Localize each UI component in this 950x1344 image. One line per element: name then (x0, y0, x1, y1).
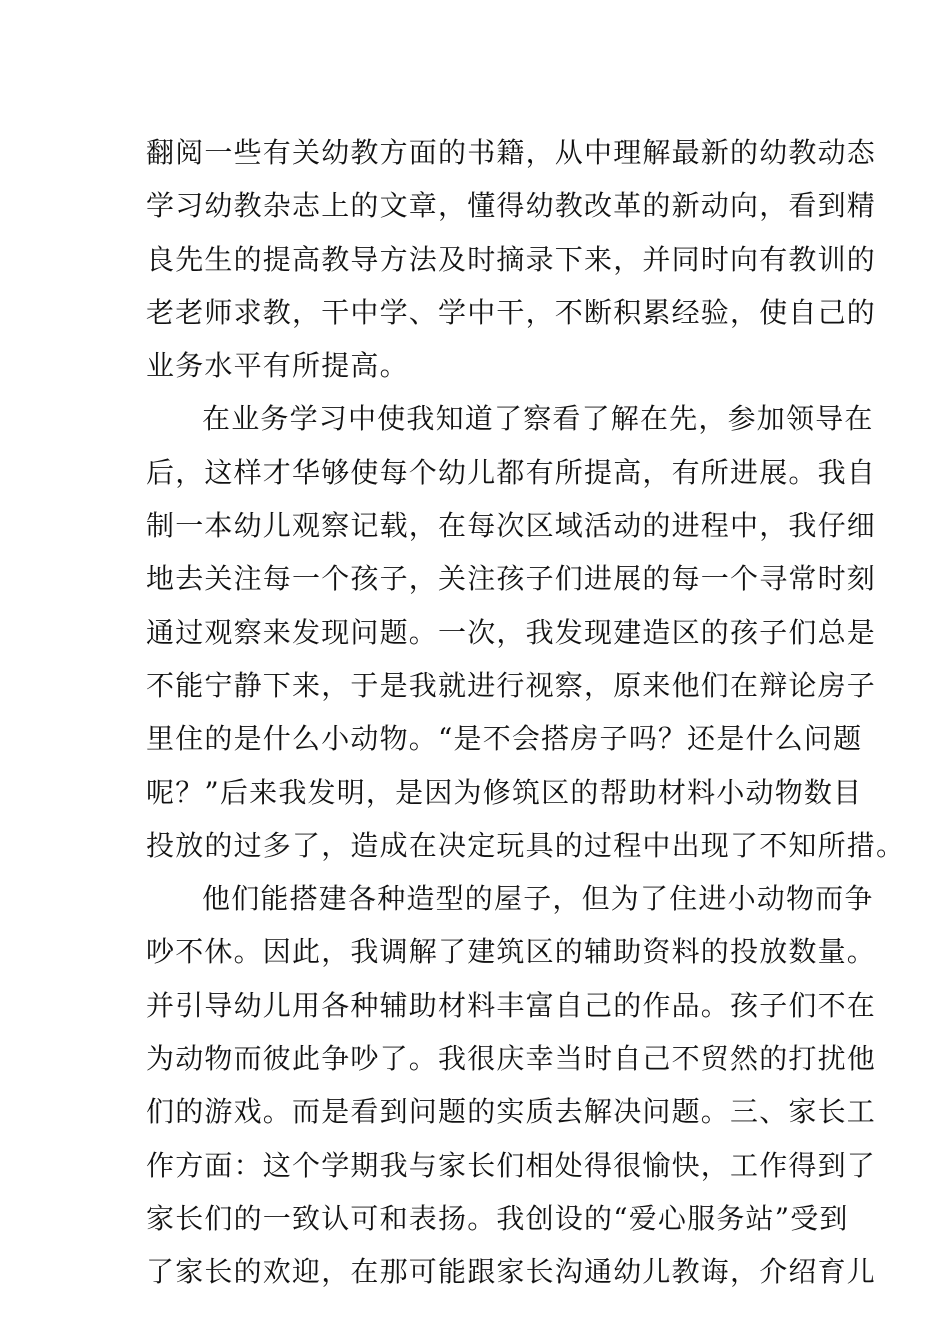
text-line: 并引导幼儿用各种辅助材料丰富自己的作品。孩子们不在 (146, 988, 877, 1022)
text-line: 地去关注每一个孩子，关注孩子们进展的每一个寻常时刻 (146, 562, 877, 596)
document-body (146, 126, 906, 1299)
text-line: 为动物而彼此争吵了。我很庆幸当时自己不贸然的打扰他 (146, 1042, 877, 1076)
text-line: 学习幼教杂志上的文章，懂得幼教改革的新动向，看到精 (146, 189, 877, 223)
text-line: 不能宁静下来，于是我就进行视察，原来他们在辩论房子 (146, 668, 877, 702)
text-line: 里住的是什么小动物。“是不会搭房子吗？还是什么问题 (146, 722, 863, 756)
text-line: 作方面：这个学期我与家长们相处得很愉快，工作得到了 (146, 1148, 877, 1182)
text-line: 了家长的欢迎，在那可能跟家长沟通幼儿教诲，介绍育儿 (146, 1255, 877, 1289)
text-line: 良先生的提高教导方法及时摘录下来，并同时向有教训的 (146, 242, 877, 276)
text-line: 家长们的一致认可和表扬。我创设的“爱心服务站”受到 (146, 1201, 849, 1235)
text-line: 制一本幼儿观察记载，在每次区域活动的进程中，我仔细 (146, 509, 877, 543)
text-line: 投放的过多了，造成在决定玩具的过程中出现了不知所措。 (146, 828, 906, 862)
paragraph-start-line: 他们能搭建各种造型的屋子，但为了住进小动物而争 (202, 882, 874, 916)
text-line: 们的游戏。而是看到问题的实质去解决问题。三、家长工 (146, 1095, 877, 1129)
text-line: 通过观察来发现问题。一次，我发现建造区的孩子们总是 (146, 615, 877, 649)
text-line: 后，这样才华够使每个幼儿都有所提高，有所进展。我自 (146, 455, 877, 489)
paragraph-start-line: 在业务学习中使我知道了察看了解在先，参加领导在 (202, 402, 874, 436)
text-line: 吵不休。因此，我调解了建筑区的辅助资料的投放数量。 (146, 935, 877, 969)
text-line: 翻阅一些有关幼教方面的书籍，从中理解最新的幼教动态 (146, 136, 877, 169)
text-line: 呢？”后来我发明，是因为修筑区的帮助材料小动物数目 (146, 775, 863, 809)
text-line: 老老师求教，干中学、学中干，不断积累经验，使自己的 (146, 295, 877, 329)
text-line: 业务水平有所提高。 (146, 349, 409, 383)
